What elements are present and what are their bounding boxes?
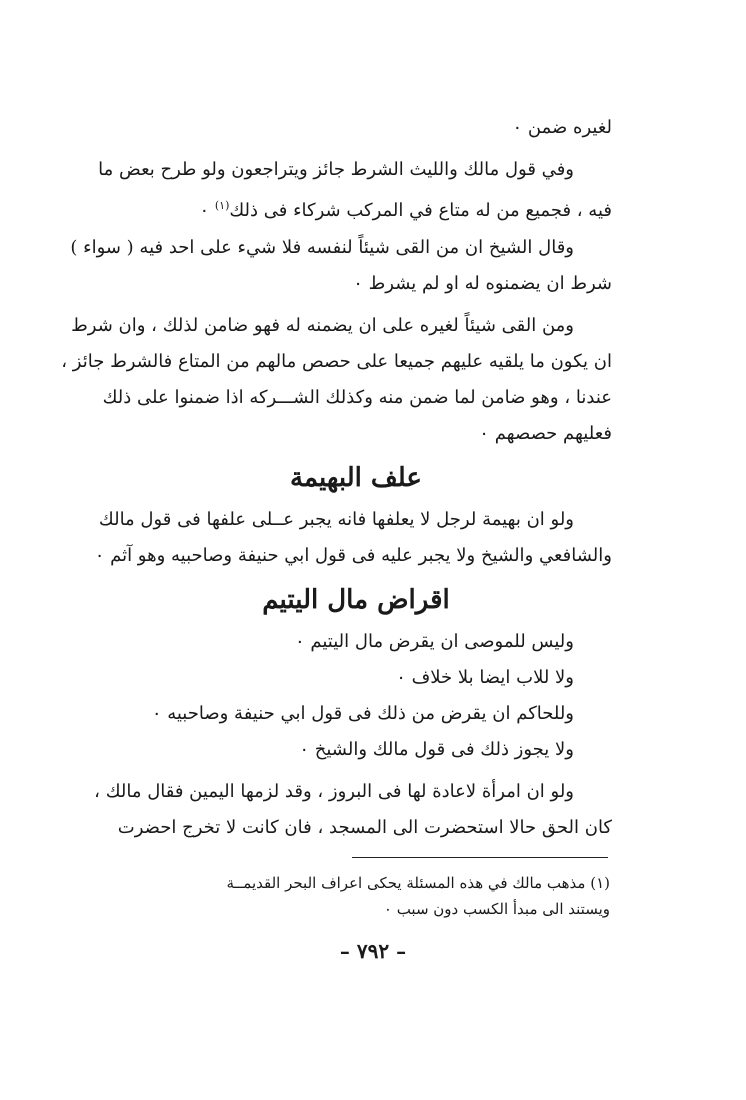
section-heading: علف البهيمة <box>290 463 422 493</box>
text-line: وقال الشيخ ان من القى شيئاً لنفسه فلا شيء على احد فيه ( سواء ) <box>70 237 574 258</box>
text-segment: ٠ <box>199 200 215 221</box>
text-line: وفي قول مالك والليث الشرط جائز ويتراجعون ولو طرح بعض ما <box>98 159 574 180</box>
footnote-line: (١) مذهب مالك في هذه المسئلة يحكى اعراف البحر القديمــة <box>226 874 610 892</box>
text-line: ولو ان امرأة لاعادة لها فى البروز ، وقد لزمها اليمين فقال مالك ، <box>94 781 574 802</box>
text-line: كان الحق حالا استحضرت الى المسجد ، فان كانت لا تخرج احضرت <box>117 817 612 838</box>
text-line-with-footnote <box>100 188 612 224</box>
text-line: ولا للاب ايضا بلا خلاف ٠ <box>396 667 574 688</box>
text-line: ومن القى شيئاً لغيره على ان يضمنه له فهو ضامن لذلك ، وان شرط <box>71 315 574 336</box>
page-body <box>61 110 612 846</box>
text-segment: فيه ، فجميع من له متاع في المركب شركاء فى ذلك <box>229 200 612 221</box>
footnote-marker: (١) <box>214 199 230 212</box>
footnote-separator <box>352 857 608 858</box>
page-number: – ٧٩٢ – <box>339 939 407 963</box>
text-line: فعليهم حصصهم ٠ <box>479 423 612 444</box>
section-heading: اقراض مال اليتيم <box>262 585 450 615</box>
text-line: وللحاكم ان يقرض من ذلك فى قول ابي حنيفة وصاحبيه ٠ <box>151 703 574 724</box>
footnote-line: ويستند الى مبدأ الكسب دون سبب ٠ <box>383 900 610 918</box>
text-line: ولا يجوز ذلك فى قول مالك والشيخ ٠ <box>299 739 574 760</box>
text-line: ولو ان بهيمة لرجل لا يعلفها فانه يجبر عــلى علفها فى قول مالك <box>98 509 574 530</box>
text-line: وليس للموصى ان يقرض مال اليتيم ٠ <box>295 631 574 652</box>
text-line: ان يكون ما يلقيه عليهم جميعا على حصص مالهم من المتاع فالشرط جائز ، <box>61 351 612 372</box>
text-line: عندنا ، وهو ضامن لما ضمن منه وكذلك الشـــركه اذا ضمنوا على ذلك <box>102 387 612 408</box>
text-line: شرط ان يضمنوه له او لم يشرط ٠ <box>353 273 612 294</box>
text-line: والشافعي والشيخ ولا يجبر عليه فى قول ابي حنيفة وصاحبيه وهو آثم ٠ <box>94 545 612 566</box>
text-line: لغيره ضمن ٠ <box>512 117 612 138</box>
footnotes <box>100 870 610 922</box>
